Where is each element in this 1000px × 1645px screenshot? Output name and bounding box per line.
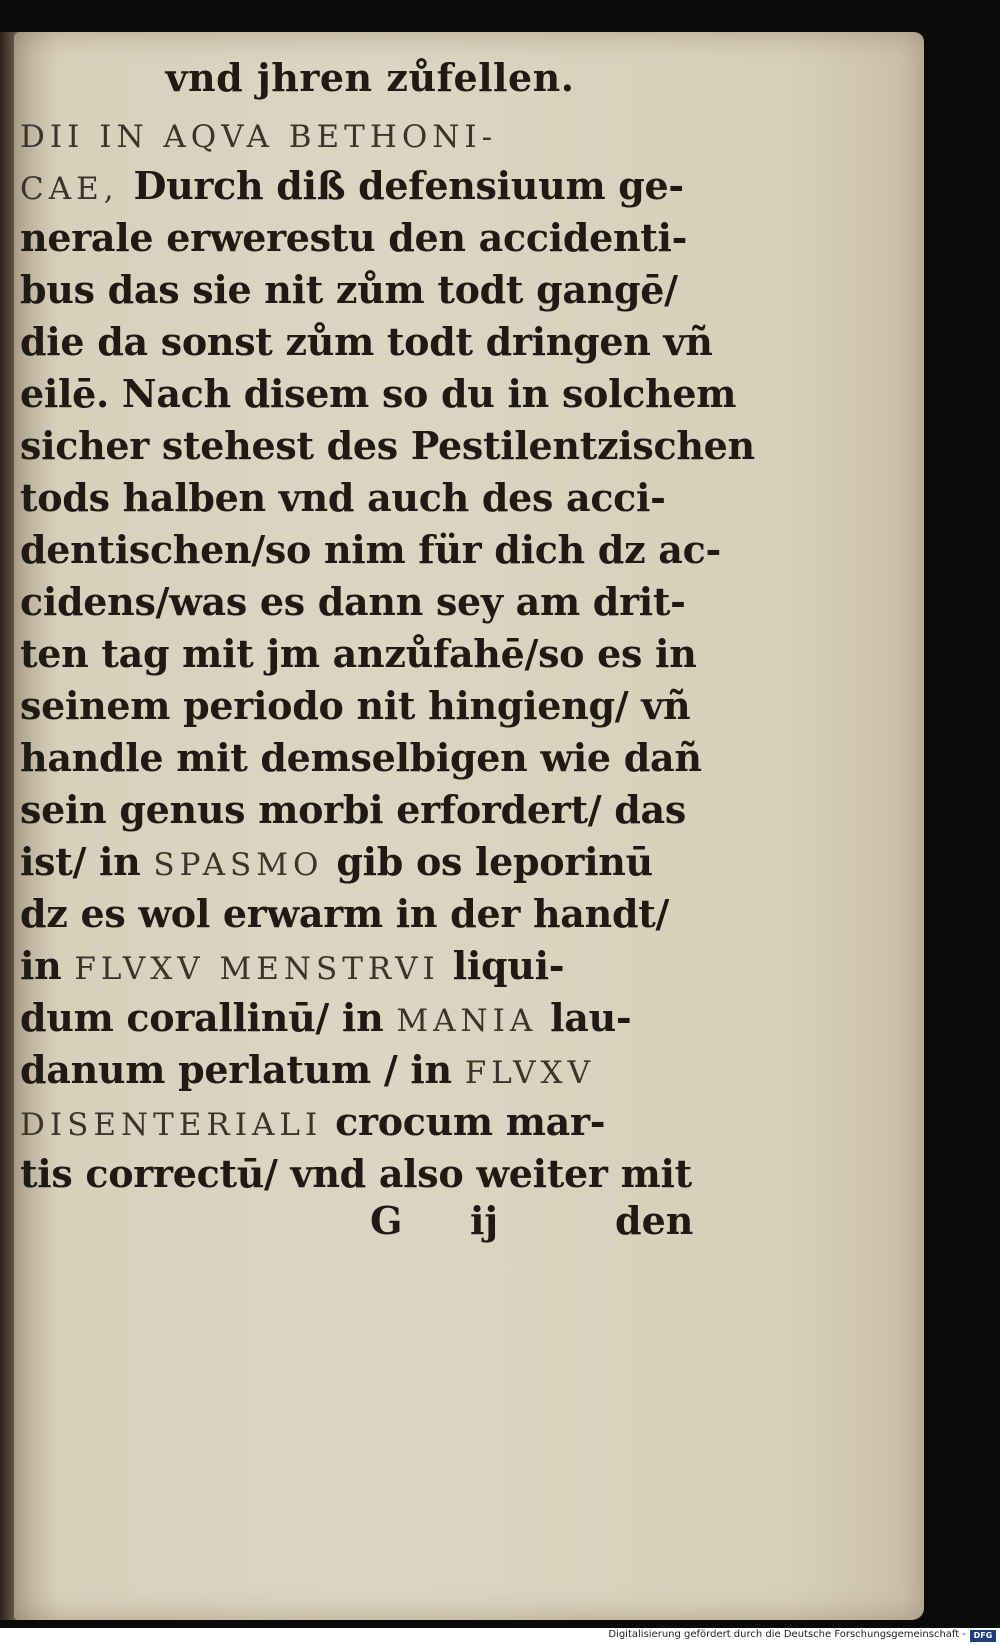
text-line: [20, 524, 721, 576]
text-line: [20, 576, 686, 628]
small-caps-segment: FLVXV MENSTRVI: [74, 951, 440, 987]
catchword: den: [615, 1198, 694, 1243]
text-segment: eilē. Nach disem so du in solchem: [20, 371, 737, 416]
text-segment: liqui-: [439, 943, 565, 988]
text-segment: crocum mar-: [322, 1099, 606, 1144]
signature-mark: G: [370, 1198, 403, 1243]
text-segment: cidens/was es dann sey am drit-: [20, 579, 686, 624]
text-segment: danum perlatum / in: [20, 1047, 465, 1092]
text-segment: lau-: [537, 995, 632, 1040]
text-line: [20, 472, 680, 524]
text-segment: handle mit demselbigen wie dañ: [20, 735, 702, 780]
text-line: [20, 888, 680, 940]
text-line: [20, 940, 680, 992]
text-line: [20, 1148, 692, 1200]
text-segment: tis correctū/ vnd also weiter mit: [20, 1151, 692, 1196]
text-line: [20, 108, 680, 160]
text-line: [20, 1096, 680, 1148]
footer-text: Digitalisierung gefördert durch die Deutsche Forschungsgemeinschaft -: [608, 1629, 966, 1640]
text-line: [20, 732, 702, 784]
text-segment: gib os leporinū: [323, 839, 653, 884]
text-line: [20, 628, 697, 680]
running-head: vnd jhren zůfellen.: [165, 55, 575, 100]
text-segment: nerale erwerestu den accidenti-: [20, 215, 688, 260]
text-lines: [20, 108, 755, 1200]
text-segment: sein genus morbi erfordert/ das: [20, 787, 686, 832]
text-segment: bus das sie nit zům todt gangē/: [20, 267, 678, 312]
text-line: [20, 264, 680, 316]
text-segment: seinem periodo nit hingieng/ vñ: [20, 683, 691, 728]
small-caps-segment: MANIA: [396, 1003, 538, 1039]
text-segment: ist/ in: [20, 839, 154, 884]
text-line: [20, 1044, 680, 1096]
text-line: [20, 680, 691, 732]
text-line: [20, 316, 713, 368]
text-line: [20, 992, 680, 1044]
text-segment: in: [20, 943, 75, 988]
text-segment: tods halben vnd auch des acci-: [20, 475, 666, 520]
text-segment: die da sonst zům todt dringen vñ: [20, 319, 713, 364]
text-segment: ten tag mit jm anzůfahē/so es in: [20, 631, 697, 676]
small-caps-segment: FLVXV: [464, 1055, 595, 1091]
text-line: [20, 420, 755, 472]
text-line: [20, 212, 688, 264]
text-line: [20, 836, 680, 888]
signature-number: ij: [470, 1198, 499, 1243]
text-line: [20, 784, 686, 836]
small-caps-segment: DISENTERIALI: [20, 1107, 323, 1143]
text-segment: dz es wol erwarm in der handt/: [20, 891, 670, 936]
text-segment: dum corallinū/ in: [20, 995, 397, 1040]
text-line: [20, 368, 737, 420]
text-segment: sicher stehest des Pestilentzischen: [20, 423, 755, 468]
small-caps-segment: DII IN AQVA BETHONI-: [20, 119, 498, 155]
text-segment: dentischen/so nim für dich dz ac-: [20, 527, 721, 572]
footer-bar: [0, 1628, 1000, 1645]
text-segment: Durch diß defensiuum ge-: [133, 163, 684, 208]
small-caps-segment: SPASMO: [153, 847, 324, 883]
text-line: [20, 160, 684, 212]
dfg-logo: DFG: [970, 1630, 996, 1642]
text-block: [20, 55, 755, 1200]
small-caps-segment: CAE,: [20, 171, 134, 207]
